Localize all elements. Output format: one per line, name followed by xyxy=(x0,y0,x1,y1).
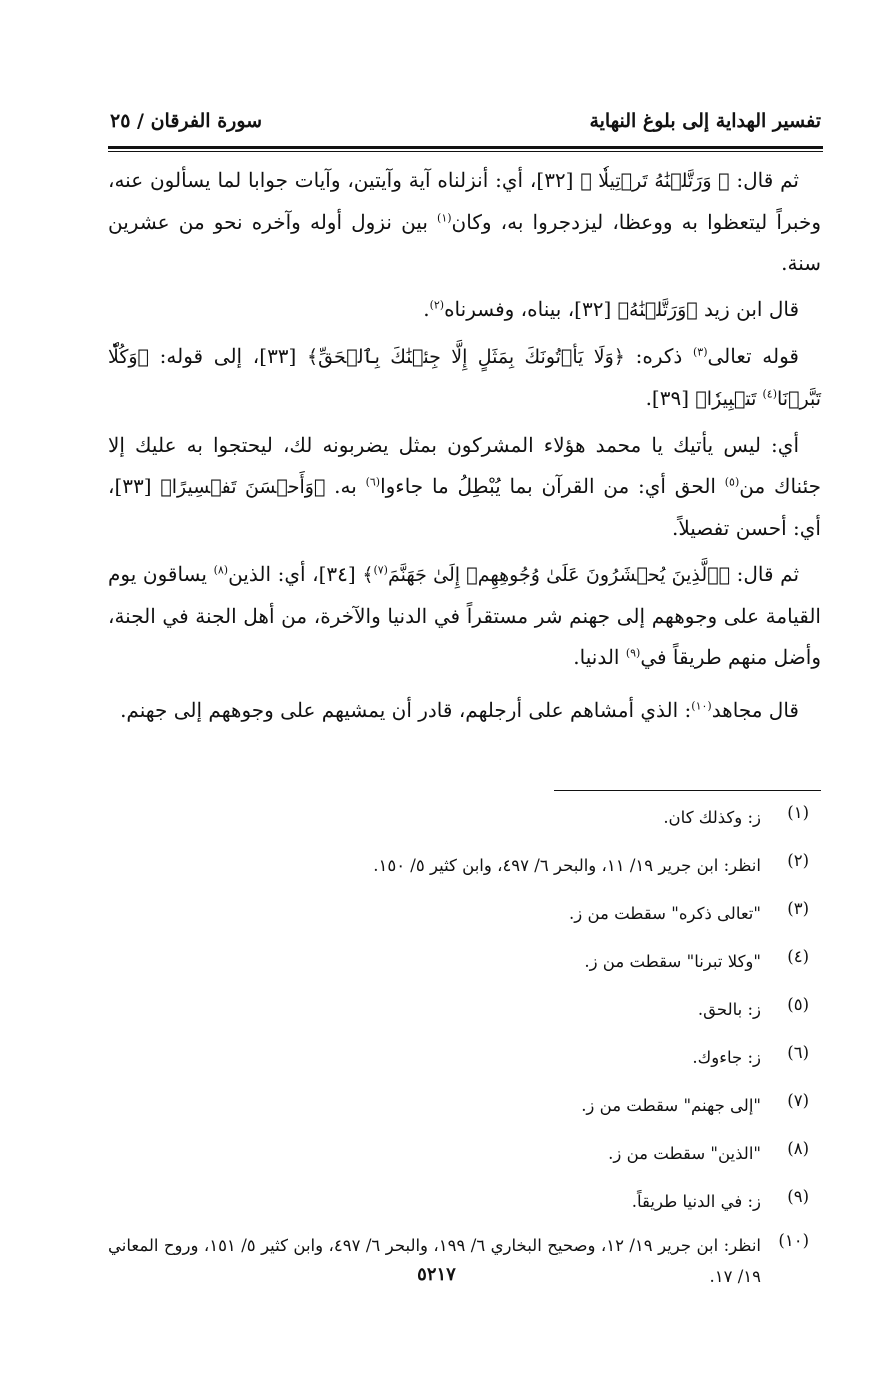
footnote-item xyxy=(108,946,821,977)
quran-verse: ﴿وَرَتَّلۡنَٰهُ﴾ xyxy=(617,299,698,321)
footnote-item xyxy=(108,850,821,881)
footnote-ref[interactable]: (٦) xyxy=(365,475,381,489)
text-run: [٣٢]، أي: أنزلناه آية وآيتين، وآيات جوابا لما يسألون عنه، وخبراً ليتعظوا به ووعظا، ليزدجروا به، وكان xyxy=(108,168,821,234)
footnote-ref[interactable]: (٩) xyxy=(625,646,641,660)
footnote-ref[interactable]: (٤) xyxy=(762,387,778,401)
main-text xyxy=(108,160,821,741)
quran-verse: ﴿وَأَحۡسَنَ تَفۡسِيرًا﴾ xyxy=(160,476,326,498)
text-run: : الذي أمشاهم على أرجلهم، قادر أن يمشيهم على وجوههم إلى جهنم. xyxy=(120,698,692,722)
paragraph-1 xyxy=(108,160,821,284)
footnote-number: (٢) xyxy=(787,851,809,870)
quran-verse: ﴿ٱلَّذِينَ يُحۡشَرُونَ عَلَىٰ وُجُوهِهِمۡ إِلَىٰ جَهَنَّمَ xyxy=(387,564,731,586)
footnote-item xyxy=(108,1090,821,1121)
footnote-number: (٩) xyxy=(787,1187,809,1206)
footnote-ref[interactable]: (٢) xyxy=(429,298,445,312)
text-run: الدنيا. xyxy=(573,645,626,669)
paragraph-5 xyxy=(108,554,821,678)
footnote-text: انظر: ابن جرير ١٩/ ١٢، وصحيح البخاري ٦/ ١٩٩، والبحر ٦/ ٤٩٧، وابن كثير ٥/ ١٥١، وروح المعاني ١٩/ ١٧. xyxy=(108,1236,762,1286)
text-run: يساقون يوم القيامة على وجوههم إلى جهنم شر مستقراً في الدنيا والآخرة، من أهل الجنة في الجنة، وأضل منهم طريقاً في xyxy=(108,562,821,669)
footnote-item xyxy=(108,1186,821,1217)
paragraph-4 xyxy=(108,425,821,549)
footnote-ref[interactable]: (١٠) xyxy=(691,699,712,713)
paragraph-6 xyxy=(108,684,821,736)
header-rule xyxy=(108,146,823,149)
text-run: بين نزول أوله وآخره نحو من عشرين سنة. xyxy=(108,210,821,275)
footnote-text: ز: جاءوك. xyxy=(692,1048,761,1067)
footnotes-list xyxy=(108,802,821,1309)
footnote-number: (٤) xyxy=(787,947,809,966)
quran-verse: ﴾ xyxy=(362,564,374,586)
footnote-text: "وكلا تبرنا" سقطت من ز. xyxy=(584,952,761,971)
footnote-number: (٦) xyxy=(787,1043,809,1062)
footnote-ref[interactable]: (٣) xyxy=(693,345,708,359)
page-number: ٥٢١٧ xyxy=(417,1264,456,1285)
text-run: به. xyxy=(325,474,366,498)
footnote-ref[interactable]: (٥) xyxy=(724,475,740,489)
footnote-separator xyxy=(554,790,821,791)
quran-verse: ﴿وَلَا يَأۡتُونَكَ بِمَثَلٍ إِلَّا جِئۡنَٰكَ بِٱلۡحَقِّ﴾ xyxy=(307,346,625,368)
footnote-text: ز: وكذلك كان. xyxy=(663,808,761,827)
quran-verse: ﴿وَكُلّٗا تَبَّرۡنَا xyxy=(108,346,821,410)
surah-page-label: سورة الفرقان / ٢٥ xyxy=(110,110,263,132)
text-run: ثم قال: xyxy=(730,562,800,586)
text-run: [٣٣]، أي: أحسن تفصيلاً. xyxy=(108,474,821,540)
footnote-ref[interactable]: (٧) xyxy=(373,563,388,577)
footnote-text: "تعالى ذكره" سقطت من ز. xyxy=(569,904,761,923)
paragraph-2 xyxy=(108,289,821,331)
text-run: [٣٣]، إلى قوله: xyxy=(148,344,308,368)
footnote-item xyxy=(108,994,821,1025)
text-run: [٣٩]. xyxy=(645,386,696,410)
footnote-number: (١٠) xyxy=(778,1231,809,1250)
text-run: قال مجاهد xyxy=(711,698,799,722)
footnote-ref[interactable]: (١) xyxy=(437,211,452,225)
text-run: ثم قال: xyxy=(729,168,799,192)
quran-verse: تَتۡبِيرٗا﴾ xyxy=(695,388,763,410)
footnote-number: (٧) xyxy=(787,1091,809,1110)
footnote-number: (١) xyxy=(787,803,809,822)
footnote-item xyxy=(108,1138,821,1169)
text-run: قال ابن زيد xyxy=(697,297,799,321)
text-run: . xyxy=(423,297,430,321)
footnote-number: (٥) xyxy=(787,995,809,1014)
footnote-number: (٨) xyxy=(787,1139,809,1158)
footnote-item xyxy=(108,802,821,833)
running-header xyxy=(110,98,821,144)
footnote-text: ز: في الدنيا طريقاً. xyxy=(631,1192,761,1211)
text-run: [٣٤]، أي: الذين xyxy=(228,562,363,586)
quran-verse: ﴿ وَرَتَّلۡنَٰهُ تَرۡتِيلٗا ﴾ xyxy=(580,170,730,192)
paragraph-3 xyxy=(108,336,821,420)
text-run: أي: ليس يأتيك يا محمد هؤلاء المشركون بمثل يضربونه لك، ليحتجوا به عليك إلا جئناك من xyxy=(108,433,821,498)
text-run: ذكره: xyxy=(624,344,693,368)
footnote-text: ز: بالحق. xyxy=(697,1000,761,1019)
footnote-text: انظر: ابن جرير ١٩/ ١١، والبحر ٦/ ٤٩٧، وابن كثير ٥/ ١٥٠. xyxy=(373,856,761,875)
footnote-item xyxy=(108,1042,821,1073)
text-run: الحق أي: من القرآن بما يُبْطِلُ ما جاءوا xyxy=(380,474,725,498)
footnote-text: "إلى جهنم" سقطت من ز. xyxy=(581,1096,761,1115)
footnote-ref[interactable]: (٨) xyxy=(213,563,229,577)
text-run: [٣٢]، بيناه، وفسرناه xyxy=(444,297,618,321)
footnote-item xyxy=(108,898,821,929)
text-run: قوله تعالى xyxy=(707,344,799,368)
footnote-number: (٣) xyxy=(787,899,809,918)
book-title: تفسير الهداية إلى بلوغ النهاية xyxy=(589,110,821,132)
footnote-text: "الذين" سقطت من ز. xyxy=(608,1144,761,1163)
